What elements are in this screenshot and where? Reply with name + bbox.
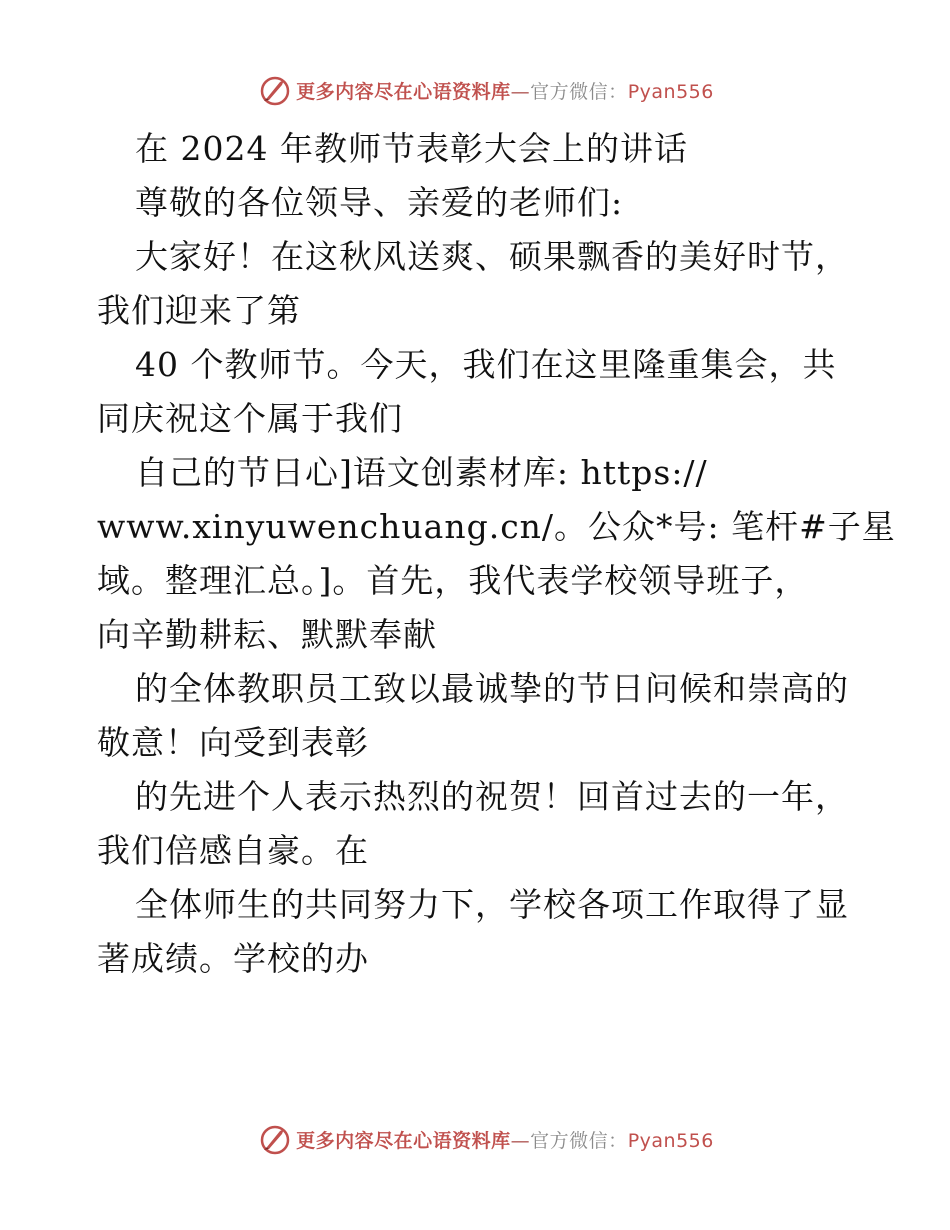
paragraph-line: 向辛勤耕耘、默默奉献 (97, 615, 437, 654)
banner-official-label: 官方微信： (530, 80, 628, 103)
document-body (97, 122, 896, 986)
paragraph-line: 的全体教职员工致以最诚挚的节日问候和崇高的 (135, 669, 849, 708)
paragraph-line: 著成绩。学校的办 (97, 939, 369, 978)
banner-separator: — (510, 1129, 531, 1152)
paragraph-line: 我们倍感自豪。在 (97, 831, 369, 870)
banner-brand: 更多内容尽在心语资料库 (296, 1129, 511, 1152)
paragraph-line: 的先进个人表示热烈的祝贺！回首过去的一年， (135, 777, 849, 816)
quill-pen-logo-icon (258, 1122, 292, 1156)
quill-pen-logo-icon (258, 73, 292, 107)
salutation: 尊敬的各位领导、亲爱的老师们: (135, 183, 624, 222)
banner-wechat-id: Pyan556 (627, 80, 714, 103)
paragraph-line: 敬意！向受到表彰 (97, 723, 369, 762)
document-title: 在 2024 年教师节表彰大会上的讲话 (135, 129, 688, 168)
header-banner (0, 70, 950, 110)
banner-separator: — (510, 80, 531, 103)
banner-official-label: 官方微信： (530, 1129, 628, 1152)
footer-banner (0, 1119, 950, 1159)
banner-text (296, 77, 714, 104)
paragraph-line: www.xinyuwenchuang.cn/。公众*号: 笔杆#子星 (97, 507, 896, 546)
banner-wechat-id: Pyan556 (627, 1129, 714, 1152)
paragraph-line: 大家好！在这秋风送爽、硕果飘香的美好时节， (135, 237, 849, 276)
paragraph-line: 全体师生的共同努力下，学校各项工作取得了显 (135, 885, 849, 924)
banner-brand: 更多内容尽在心语资料库 (296, 80, 511, 103)
paragraph-line: 同庆祝这个属于我们 (97, 399, 403, 438)
paragraph-line: 自己的节日心]语文创素材库: https:// (135, 453, 708, 492)
paragraph-line: 域。整理汇总。]。首先，我代表学校领导班子， (97, 561, 809, 600)
paragraph-line: 我们迎来了第 (97, 291, 301, 330)
banner-text (296, 1126, 714, 1153)
paragraph-line: 40 个教师节。今天，我们在这里隆重集会，共 (135, 345, 837, 384)
